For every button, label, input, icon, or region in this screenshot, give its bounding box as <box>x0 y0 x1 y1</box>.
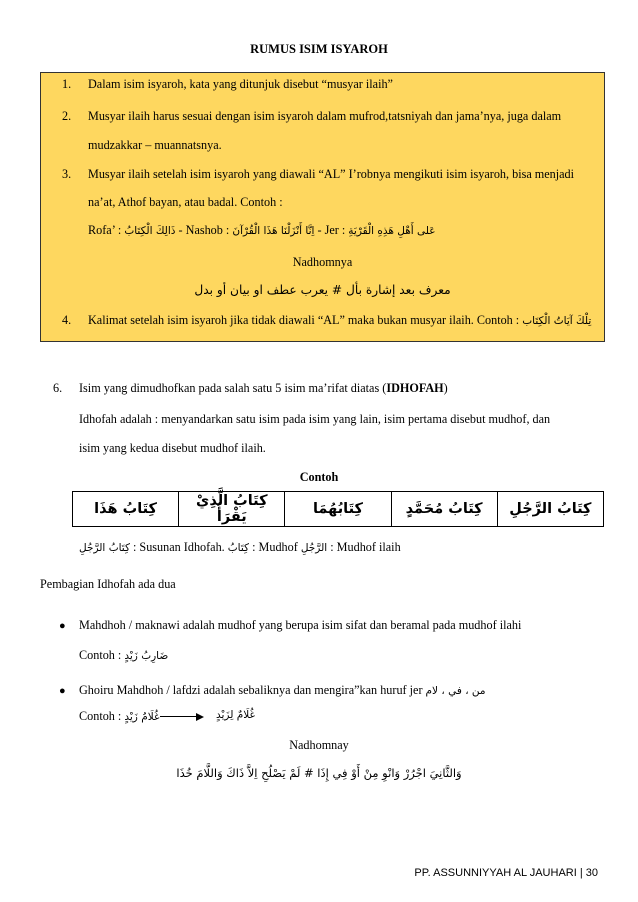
section-6-line3: isim yang kedua disebut mudhof ilaih. <box>79 441 266 455</box>
rule-2-line2: mudzakkar – muannatsnya. <box>88 138 222 152</box>
bullet-2-text: Ghoiru Mahdhoh / lafdzi adalah sebaliknya dan mengira”kan huruf jer من ، في ، لام <box>79 683 486 697</box>
rule-1-text: Dalam isim isyaroh, kata yang ditunjuk disebut “musyar ilaih” <box>88 77 393 91</box>
rule-3-line2: na’at, Athof bayan, atau badal. Contoh : <box>88 195 283 209</box>
contoh-heading: Contoh <box>299 470 339 484</box>
idhofah-note: كِتَابُ الرَّجُلِ : Susunan Idhofah. كِتَابُ : Mudhof الرَّجُلِ : Mudhof ilaih <box>79 540 401 554</box>
arrow-head-icon <box>196 713 204 721</box>
page-footer: PP. ASSUNNIYYAH AL JAUHARI | 30 <box>414 867 598 879</box>
rule-2: 2. Musyar ilaih harus sesuai dengan isim isyaroh dalam mufrod,tatsniyah dan jama’nya, juga dalam <box>62 109 562 123</box>
table-cell: كِتَابُ هَذَا <box>73 492 179 527</box>
rule-3: 3. Musyar ilaih setelah isim isyaroh yang diawali “AL” I’robnya mengikuti isim isyaroh, bisa menjadi <box>62 167 575 181</box>
section-6-line2: Idhofah adalah : menyandarkan satu isim pada isim yang lain, isim pertama disebut mudhof, dan <box>79 412 551 426</box>
rule-2-line1: Musyar ilaih harus sesuai dengan isim isyaroh dalam mufrod,tatsniyah dan jama’nya, juga dalam <box>88 109 562 123</box>
section-6-line1: 6. Isim yang dimudhofkan pada salah satu 5 isim ma’rifat diatas (IDHOFAH) <box>53 381 448 395</box>
rules-box <box>40 72 605 342</box>
rule-1: 1. Dalam isim isyaroh, kata yang ditunjuk disebut “musyar ilaih” <box>62 77 393 91</box>
rofa-label: Rofa’ : <box>88 223 122 237</box>
arrow-right-icon <box>160 716 196 717</box>
bullet-2-contoh: Contoh : غُلَامُ زَيْدٍ <box>79 709 160 723</box>
rule-4-example: تِلْكَ آيَاتُ الْكِتَاب <box>522 315 592 327</box>
bullet-icon: ● <box>59 685 66 697</box>
nadhom-2-label: Nadhomnay <box>289 738 349 752</box>
bullet-icon: ● <box>59 620 66 632</box>
jer-label: - Jer : <box>317 223 346 237</box>
table-cell: كِتَابُهُمَا <box>285 492 391 527</box>
page-title: RUMUS ISIM ISYAROH <box>250 42 388 56</box>
nashob-example: اِنَّا أَنْزَلْنَا هَذَا الْقُرْآنَ <box>232 225 315 237</box>
table-cell: كِتَابُ الَّذِيْ يَقْرَأُ <box>179 492 285 527</box>
nashob-label: - Nashob : <box>178 223 230 237</box>
idhofah-example-table <box>72 491 604 527</box>
rofa-example: ذَالِكَ الْكِتَابُ <box>124 225 176 237</box>
nadhom-2-arabic: وَالثَّانِيَ اجْرُرْ وَانْوِ مِنْ أَوْ فِي إِذَا # لَمْ يَصْلُحِ اِلاَّ ذَاكَ وَاللَّامَ خُذَا <box>176 766 462 780</box>
table-cell: كِتَابُ الرَّجُلِ <box>497 492 603 527</box>
rule-3-examples <box>88 223 436 238</box>
nadhom-arabic: معرف بعد إشارة بأل # يعرب عطف او بيان أو بدل <box>194 283 451 297</box>
jer-example: عَلى أَهْلِ هَذِهِ الْقَرْيَةِ <box>348 225 436 237</box>
pembagian-heading: Pembagian Idhofah ada dua <box>40 577 176 591</box>
bullet-1-text: Mahdhoh / maknawi adalah mudhof yang berupa isim sifat dan beramal pada mudhof ilahi <box>79 618 522 632</box>
rule-4-text: Kalimat setelah isim isyaroh jika tidak diawali “AL” maka bukan musyar ilaih. Contoh : <box>88 313 520 327</box>
rule-4: 4. Kalimat setelah isim isyaroh jika tidak diawali “AL” maka bukan musyar ilaih. Contoh : تِلْكَ آيَاتُ الْكِتَاب <box>62 313 592 327</box>
bullet-2-contoh-result: غُلَامٌ لِزَيْدٍ <box>216 709 256 721</box>
idhofah-term: IDHOFAH <box>386 381 444 395</box>
rule-3-line1: Musyar ilaih setelah isim isyaroh yang diawali “AL” I’robnya mengikuti isim isyaroh, bisa menjadi <box>88 167 575 181</box>
huruf-jer-list: من ، في ، لام <box>425 685 486 697</box>
nadhom-label: Nadhomnya <box>292 255 353 269</box>
bullet-1-contoh: Contoh : ضَارِبُ زَيْدٍ <box>79 648 169 662</box>
table-cell: كِتَابُ مُحَمَّدٍ <box>391 492 497 527</box>
